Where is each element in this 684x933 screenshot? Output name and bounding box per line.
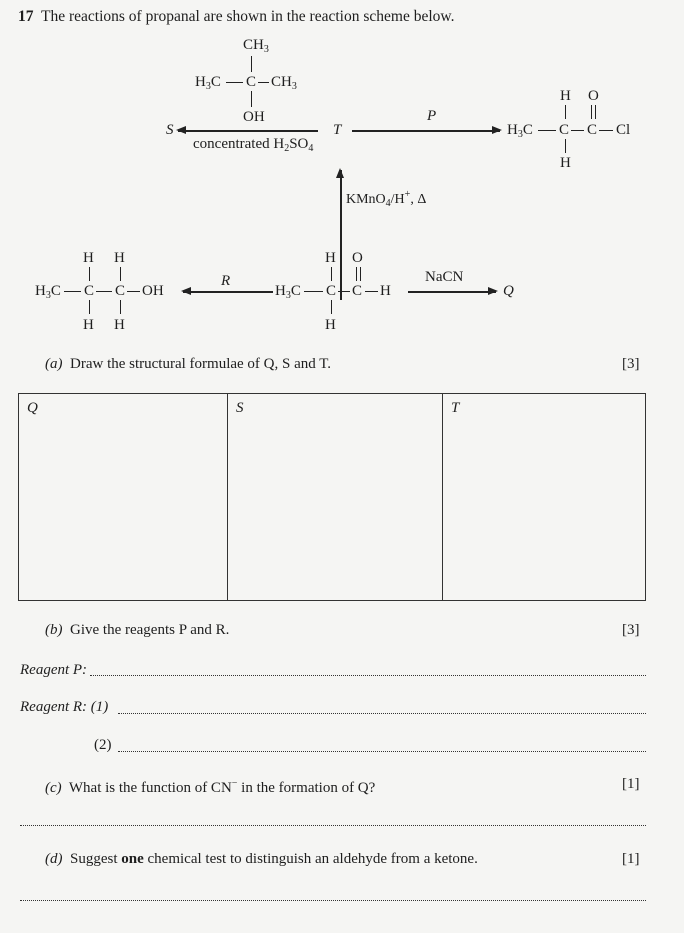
atom-c: C (326, 283, 337, 299)
reagent-r2-label: (2) (94, 737, 112, 753)
atom-h3c: $H_3C$ (195, 74, 221, 92)
atom-h: H (325, 250, 336, 266)
atom-h3c: $H_3C$ (35, 283, 61, 301)
atom-h: H (325, 317, 336, 333)
answer-table (18, 393, 646, 601)
atom-h: H (560, 88, 571, 104)
atom-h3c: $H_3C$ (275, 283, 301, 301)
part-d-marks: [1] (622, 851, 640, 867)
label-t: T (333, 122, 342, 138)
part-c-answer-line[interactable] (20, 825, 646, 826)
atom-cl: Cl (616, 122, 631, 138)
answer-cell-t[interactable]: T (451, 400, 460, 416)
atom-c: C (115, 283, 126, 299)
reagent-p-label: Reagent P: (20, 662, 88, 678)
atom-o: O (588, 88, 599, 104)
arrow-t-to-s (178, 130, 318, 132)
atom-h: H (114, 250, 125, 266)
label-p: P (427, 108, 437, 124)
arrow-t-to-acyl-chloride (352, 130, 500, 132)
atom-h: H (114, 317, 125, 333)
part-d-question: (d) Suggest one chemical test to distinguish an aldehyde from a ketone. (45, 851, 478, 867)
atom-oh: OH (243, 109, 265, 125)
atom-h: H (83, 317, 94, 333)
label-r: R (221, 273, 231, 289)
atom-c: C (559, 122, 570, 138)
part-a-marks: [3] (622, 356, 640, 372)
part-a-question: (a) Draw the structural formulae of Q, S and T. (45, 356, 332, 372)
atom-ch3-top: $CH_3$ (243, 37, 269, 55)
reagent-r1-answer-line[interactable] (118, 713, 646, 714)
part-b-question: (b) Give the reagents P and R. (45, 622, 230, 638)
part-c-question: (c) What is the function of CN− in the formation of Q? (45, 778, 376, 796)
atom-h: H (560, 155, 571, 171)
question-number: 17 (18, 8, 34, 25)
part-b-marks: [3] (622, 622, 640, 638)
answer-cell-s[interactable]: S (228, 394, 443, 600)
label-s: S (166, 122, 174, 138)
arrow-propanal-to-t (340, 170, 342, 300)
atom-h3c: $H_3C$ (507, 122, 533, 140)
answer-cell-q[interactable]: Q (19, 394, 228, 600)
atom-h: H (380, 283, 391, 299)
atom-c: C (587, 122, 598, 138)
question-intro: The reactions of propanal are shown in the reaction scheme below. (40, 8, 455, 25)
label-kmno4: KMnO$_4$/H+, Δ (346, 189, 427, 209)
part-d-answer-line[interactable] (20, 900, 646, 901)
label-q: Q (503, 283, 514, 299)
atom-oh: OH (142, 283, 164, 299)
reagent-r2-answer-line[interactable] (118, 751, 646, 752)
reagent-p-answer-line[interactable] (90, 675, 646, 676)
atom-o: O (352, 250, 363, 266)
arrow-propanal-to-propanol (183, 291, 273, 293)
atom-ch3-right: $CH_3$ (271, 74, 297, 92)
label-conc-h2so4: concentrated $H_2SO_4$ (193, 136, 314, 154)
atom-h: H (83, 250, 94, 266)
atom-c: C (246, 74, 257, 90)
reagent-r-label: Reagent R: (1) (20, 699, 109, 715)
atom-c: C (84, 283, 95, 299)
atom-c: C (352, 283, 363, 299)
question-header (18, 9, 454, 25)
part-c-marks: [1] (622, 776, 640, 792)
arrow-propanal-to-q (408, 291, 496, 293)
label-nacn: NaCN (425, 269, 464, 285)
